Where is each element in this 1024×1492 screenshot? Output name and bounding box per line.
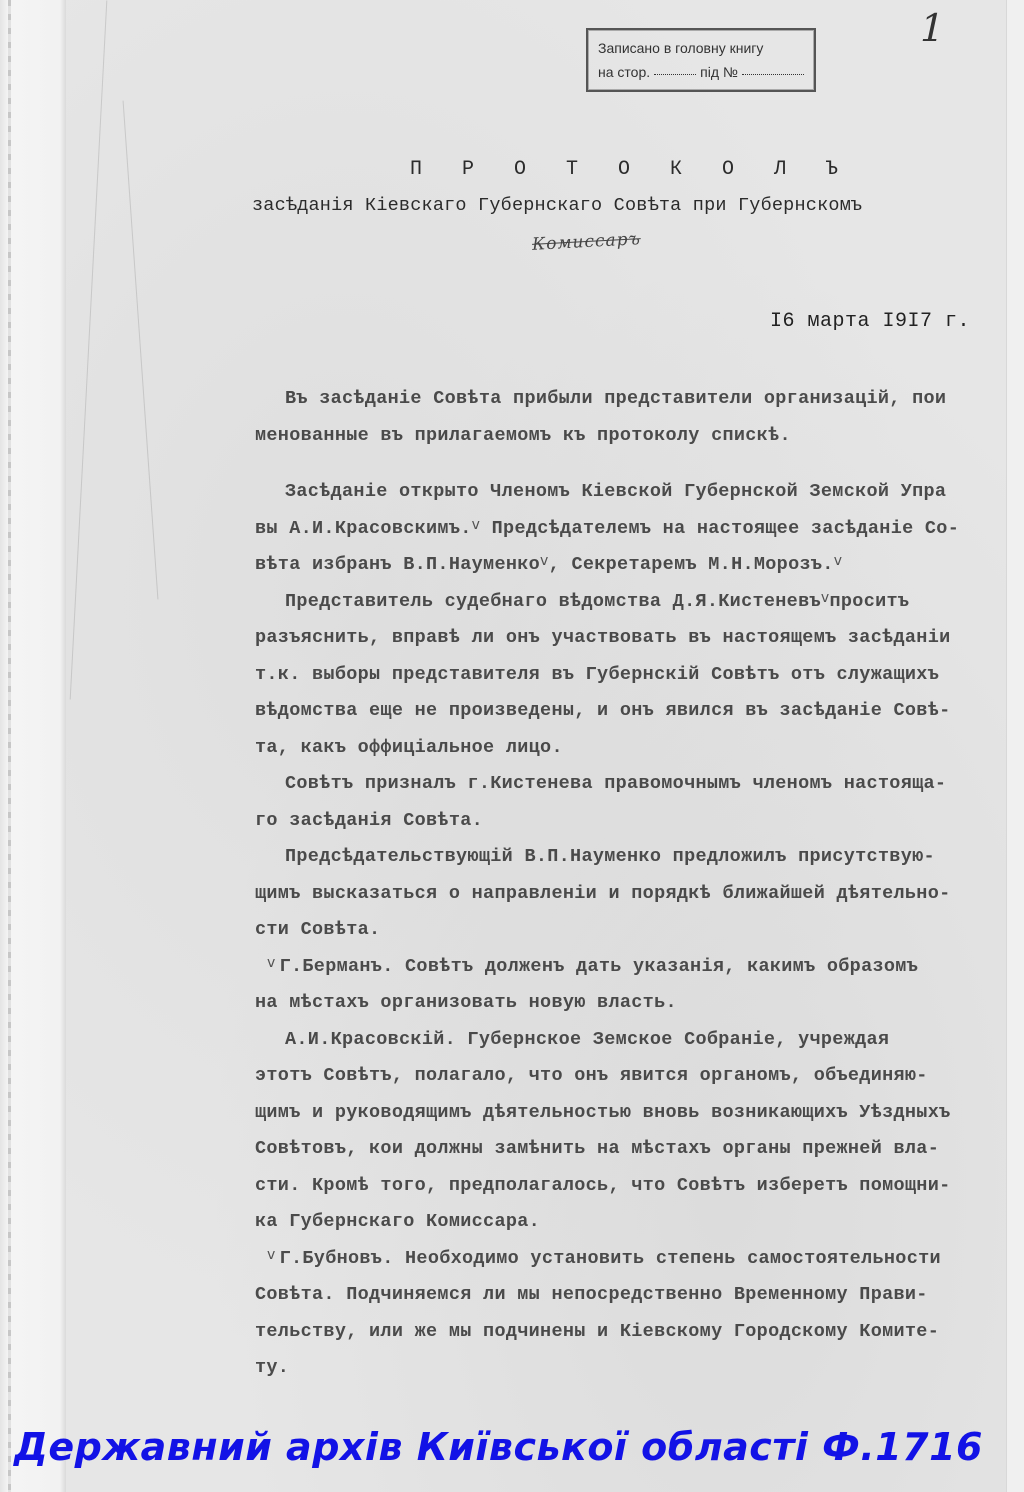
body-line: вѣдомства еще не произведены, и онъ явился въ засѣданіе Совѣ-	[255, 700, 951, 721]
check-mark: v	[820, 589, 830, 606]
stamp-line-2	[598, 60, 804, 84]
body-line: на мѣстахъ организовать новую власть.	[255, 992, 677, 1013]
body-line: тельству, или же мы подчинены и Кіевскому Городскому Комите-	[255, 1320, 940, 1342]
body-line: Предсѣдательствующій В.П.Науменко предложилъ присутствую-	[285, 846, 935, 867]
body-line: вѣта избранъ В.П.Науменко$^v$, Секретаремъ М.Н.Морозъ.$^v$	[255, 553, 843, 575]
body-text-span: Г.Берманъ. Совѣтъ долженъ дать указанія, какимъ образомъ	[279, 955, 919, 977]
check-mark: v	[833, 553, 843, 569]
document-date: I6 марта I9I7 г.	[770, 310, 971, 333]
handwritten-note: Комиссаръ	[531, 229, 642, 255]
body-line: сти Совѣта.	[255, 919, 381, 940]
body-text-span: Г.Бубновъ. Необходимо установить степень самостоятельности	[279, 1247, 941, 1269]
document-title: П Р О Т О К О Л Ъ	[410, 158, 853, 181]
check-mark: v	[267, 954, 276, 971]
body-text-span: проситъ	[829, 590, 910, 612]
body-line	[255, 584, 1015, 621]
stamp-page-label: на стор.	[598, 64, 651, 80]
stamp-page-blank	[654, 60, 696, 75]
body-line: сти. Кромѣ того, предполагалось, что Совѣтъ изберетъ помощни-	[255, 1174, 951, 1196]
body-line: Совѣтовъ, кои должны замѣнить на мѣстахъ органы прежней вла-	[255, 1138, 940, 1159]
body-line: та, какъ оффиціальное лицо.	[255, 736, 563, 758]
handwritten-page-number: 1	[915, 6, 949, 50]
body-line	[255, 1241, 1015, 1278]
stamp-number-label: під №	[700, 64, 738, 80]
body-line: ту.	[255, 1357, 290, 1378]
document-body	[255, 381, 1015, 1387]
body-line	[255, 511, 1015, 548]
body-text-span: Секретаремъ М.Н.Морозъ.	[571, 554, 834, 575]
archive-caption: Державний архів Київської області Ф.1716	[14, 1425, 983, 1469]
body-line: го засѣданія Совѣта.	[255, 809, 484, 831]
torn-paper-edge	[8, 0, 11, 1492]
check-mark: v	[540, 553, 549, 569]
body-line: Въ засѣданіе Совѣта прибыли представители организацій, пои	[285, 388, 947, 409]
body-text-span: Представитель судебнаго вѣдомства Д.Я.Кистеневъ	[285, 590, 821, 612]
body-line: Совѣтъ призналъ г.Кистенева правомочнымъ членомъ настояща-	[285, 773, 947, 794]
body-line: щимъ и руководящимъ дѣятельностью вновь возникающихъ Уѣздныхъ	[255, 1101, 951, 1123]
body-line: этотъ Совѣтъ, полагало, что онъ явится органомъ, объединяю-	[255, 1065, 928, 1086]
body-line: разъяснить, вправѣ ли онъ участвовать въ настоящемъ засѣданіи	[255, 627, 951, 648]
archive-registry-stamp	[586, 28, 816, 92]
body-line: Засѣданіе открыто Членомъ Кіевской Губернской Земской Упра	[285, 481, 947, 502]
document-subtitle: засѣданія Кіевскаго Губернскаго Совѣта при Губернскомъ	[252, 195, 863, 216]
stamp-line-1: Записано в головну книгу	[598, 40, 764, 56]
body-text-span: вы А.И.Красовскимъ.	[255, 517, 472, 539]
stamp-number-blank	[742, 60, 804, 75]
body-line: А.И.Красовскій. Губернское Земское Собраніе, учреждая	[285, 1028, 890, 1050]
body-line: Совѣта. Подчиняемся ли мы непосредственно Временному Прави-	[255, 1284, 928, 1305]
body-line	[255, 949, 1015, 986]
check-mark: v	[471, 516, 481, 533]
body-line: менованные въ прилагаемомъ къ протоколу спискѣ.	[255, 424, 791, 446]
check-mark: v	[267, 1246, 276, 1263]
body-line: ка Губернскаго Комиссара.	[255, 1211, 541, 1232]
body-line: т.к. выборы представителя въ Губернскій Совѣтъ отъ служащихъ	[255, 663, 940, 685]
body-text-span: Предсѣдателемъ на настоящее засѣданіе Со-	[491, 517, 960, 539]
body-text-span: вѣта избранъ В.П.Науменко	[255, 554, 541, 575]
body-line: щимъ высказаться о направленіи и порядкѣ ближайшей дѣятельно-	[255, 882, 951, 904]
